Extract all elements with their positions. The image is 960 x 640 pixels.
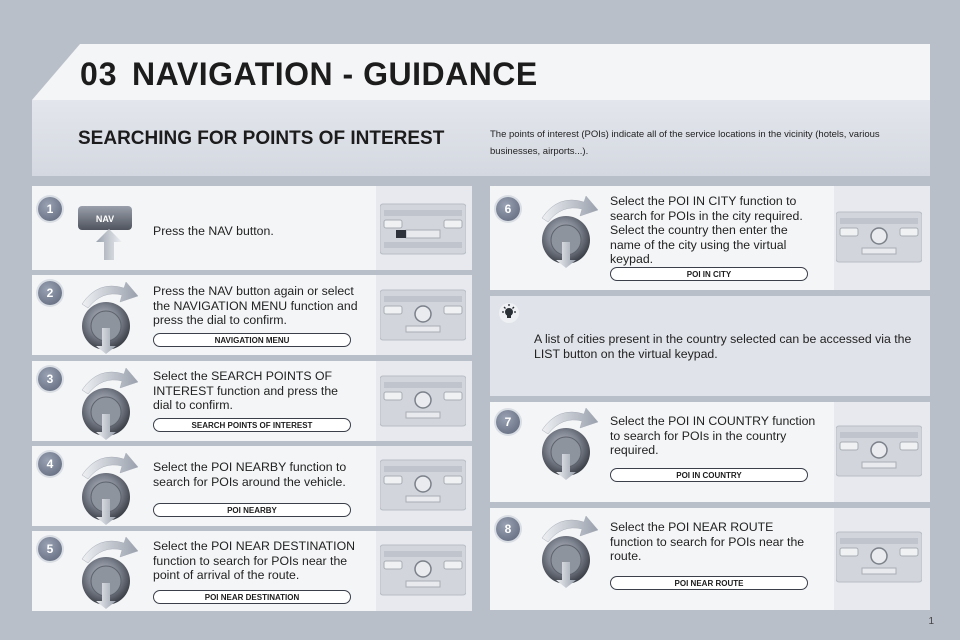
dial-press-icon (76, 449, 140, 525)
step-badge: 3 (38, 367, 62, 391)
step-badge: 5 (38, 537, 62, 561)
head-unit-icon (380, 196, 466, 262)
page-title: NAVIGATION - GUIDANCE (132, 56, 538, 92)
step-5-text: Select the POI NEAR DESTINATION function to search for POIs near the point of arrival of the route. (153, 539, 356, 582)
head-unit-icon (836, 418, 922, 484)
nav-button-label: NAV (95, 214, 115, 224)
step-badge: 2 (38, 281, 62, 305)
step-badge: 6 (496, 197, 520, 221)
step-badge: 8 (496, 517, 520, 541)
lightbulb-icon (498, 302, 520, 324)
dial-press-icon (76, 364, 140, 440)
poi-in-city-label: POI IN CITY (610, 267, 808, 281)
step-badge: 1 (38, 197, 62, 221)
step-6-text: Select the POI IN CITY function to search for POIs in the city required. Select the country then enter the name of the city using the virtual keypad. (610, 194, 803, 266)
head-unit-icon (380, 368, 466, 434)
dial-press-icon (536, 192, 600, 268)
header-corner (32, 44, 80, 100)
nav-button-icon (76, 200, 140, 262)
step-badge: 7 (496, 410, 520, 434)
tip-text: A list of cities present in the country selected can be accessed via the LIST button on the virtual keypad. (534, 332, 912, 361)
poi-near-destination-label: POI NEAR DESTINATION (153, 590, 351, 604)
page-number: 1 (928, 616, 934, 627)
step-3-text: Select the SEARCH POINTS OF INTEREST function and press the dial to confirm. (153, 369, 338, 412)
head-unit-icon (380, 282, 466, 348)
step-2-text: Press the NAV button again or select the NAVIGATION MENU function and press the dial to confirm. (153, 284, 358, 327)
dial-press-icon (76, 533, 140, 609)
dial-press-icon (536, 512, 600, 588)
step-7-text: Select the POI IN COUNTRY function to search for POIs in the country required. (610, 414, 816, 457)
poi-in-country-label: POI IN COUNTRY (610, 468, 808, 482)
head-unit-icon (836, 524, 922, 590)
step-4-text: Select the POI NEARBY function to search for POIs around the vehicle. (153, 460, 347, 489)
poi-near-route-label: POI NEAR ROUTE (610, 576, 808, 590)
head-unit-icon (380, 452, 466, 518)
navigation-menu-label: NAVIGATION MENU (153, 333, 351, 347)
poi-nearby-label: POI NEARBY (153, 503, 351, 517)
head-unit-icon (380, 537, 466, 603)
search-points-label: SEARCH POINTS OF INTEREST (153, 418, 351, 432)
step-badge: 4 (38, 452, 62, 476)
head-unit-icon (836, 204, 922, 270)
step-1-text: Press the NAV button. (153, 224, 274, 238)
chapter-number: 03 (80, 56, 118, 92)
intro-description: The points of interest (POIs) indicate all of the service locations in the vicinity (hotels, various businesses, airports...). (490, 129, 880, 157)
dial-press-icon (76, 278, 140, 354)
step-8-text: Select the POI NEAR ROUTE function to search for POIs near the route. (610, 520, 805, 563)
dial-press-icon (536, 404, 600, 480)
section-title: SEARCHING FOR POINTS OF INTEREST (78, 128, 445, 149)
